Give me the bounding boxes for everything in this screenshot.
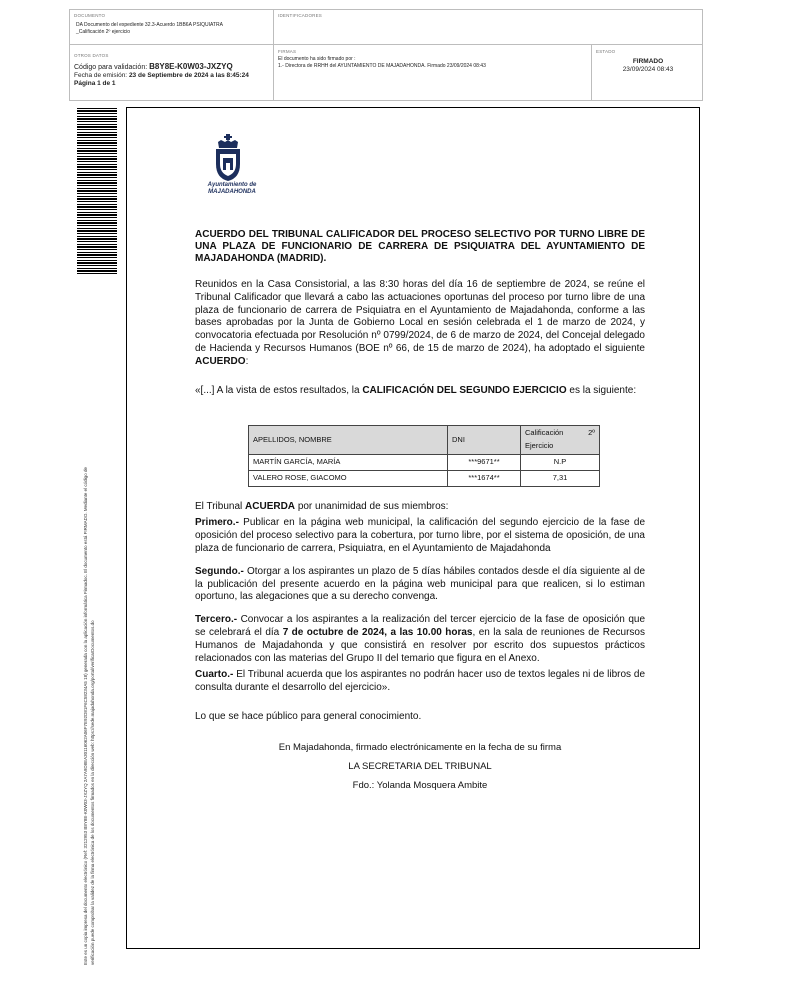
segundo-paragraph	[195, 566, 645, 604]
doc-text-1: DA Documento del expediente 32.3-Acuerdo 1BB6A PSIQUIATRA	[76, 22, 223, 28]
acuerda-bold: ACUERDA	[245, 500, 296, 512]
cell-name: VALERO ROSE, GIACOMO	[249, 470, 448, 486]
estado-value: FIRMADO	[632, 58, 664, 65]
pagina: Página 1 de 1	[74, 80, 116, 87]
tercero-post: , en la sala de reuniones de Recursos Humanos de Majadahonda y que consistirá en resolver por escrito dos supuestos prácticos relacionados con las materias del Grupo II del temario que figura en el Anexo.	[195, 626, 645, 664]
document-page	[126, 107, 700, 949]
codigo-prefix: Código para validación:	[74, 64, 148, 71]
cuarto-paragraph	[195, 669, 645, 695]
firmas-label: FIRMAS	[278, 49, 297, 54]
acuerda-paragraph	[195, 501, 645, 514]
doc-text-2: _Calificación 2º ejercicio	[76, 29, 131, 35]
table-row	[249, 454, 600, 470]
sign-line-2: LA SECRETARIA DEL TRIBUNAL	[348, 760, 492, 772]
fecha-value: 23 de Septiembre de 2024 a las 8:45:24	[128, 72, 249, 79]
firmas-text-1: El documento ha sido firmado por :	[278, 56, 356, 62]
logo-line-2: MAJADAHONDA	[208, 189, 256, 195]
barcode	[77, 108, 117, 276]
acuerda-post: por unanimidad de sus miembros:	[297, 500, 449, 512]
quote-bold: CALIFICACIÓN DEL SEGUNDO EJERCICIO	[362, 384, 567, 396]
cell-dni: ***9671**	[448, 454, 521, 470]
document-title: ACUERDO DEL TRIBUNAL CALIFICADOR DEL PROCESO SELECTIVO POR TURNO LIBRE DE UNA PLAZA DE FUNCIONARIO DE CARRERA DE PSIQUIATRA DEL AYUNTAMIENTO DE MAJADAHONDA (MADRID).	[195, 229, 645, 264]
quote-paragraph	[195, 385, 645, 398]
codigo-line	[74, 62, 233, 72]
intro-bold: ACUERDO	[195, 355, 246, 367]
col-header-name: APELLIDOS, NOMBRE	[249, 426, 448, 455]
side-text-2: verificación puede comprobar la validez de la firma electrónica de los documentos firmados en la dirección web: https://sede.majadahonda.org/portal/verificarDocumentos.do	[90, 620, 95, 965]
col-header-dni: DNI	[448, 426, 521, 455]
tercero-paragraph	[195, 614, 645, 665]
otros-label: OTROS DATOS	[74, 53, 109, 58]
segundo-label: Segundo.-	[195, 565, 244, 577]
header-firmas-box	[273, 44, 592, 101]
cell-score: N.P	[521, 454, 600, 470]
col-header-score: Calificación 2º Ejercicio	[521, 426, 600, 455]
closing-paragraph: Lo que se hace público para general conocimiento.	[195, 710, 422, 722]
header-ident-box	[273, 9, 703, 45]
tercero-bold: 7 de octubre de 2024, a las 10.00 horas	[282, 626, 473, 638]
segundo-text: Otorgar a los aspirantes un plazo de 5 días hábiles contados desde el día siguiente al de la publicación del presente acuerdo en la página web municipal para que realicen, si lo estiman oportuno, las alegaciones que a su derecho convenga.	[195, 565, 646, 603]
tercero-pre: Convocar a los aspirantes a la realización del tercer ejercicio de la fase de oposición que se celebrará el día	[195, 614, 646, 638]
quote-pre: «[...] A la vista de estos resultados, la	[195, 384, 360, 396]
results-table	[248, 425, 600, 486]
estado-label: ESTADO	[596, 49, 616, 54]
primero-text: Publicar en la página web municipal, la calificación del segundo ejercicio de la fase de oposición del proceso selectivo para la cobertura, por turno libre, por el sistema de oposición, de una plaza de funcionario de carrera, Psiquiatra, en el Ayuntamiento de Majadahonda	[195, 517, 646, 554]
intro-end: :	[245, 355, 249, 367]
codigo-value: B8Y8E-K0W03-JXZYQ	[149, 62, 233, 71]
cell-name: MARTÍN GARCÍA, MARÍA	[249, 454, 448, 470]
header-estado-box	[591, 44, 703, 101]
cell-score: 7,31	[521, 470, 600, 486]
primero-paragraph	[195, 517, 645, 555]
signature-block	[195, 738, 645, 795]
cuarto-text: El Tribunal acuerda que los aspirantes no podrán hacer uso de textos legales ni de libros de consulta durante el desarrollo del ejercicio».	[195, 669, 646, 694]
tercero-label: Tercero.-	[195, 614, 238, 626]
acuerda-pre: El Tribunal	[195, 500, 243, 512]
sign-line-1: En Majadahonda, firmado electrónicamente en la fecha de su firma	[278, 741, 562, 753]
estado-fecha: 23/09/2024 08:43	[622, 66, 674, 73]
intro-text: Reunidos en la Casa Consistorial, a las 8:30 horas del día 16 de septiembre de 2024, se reúne el Tribunal Calificador que llevará a cabo las actuaciones oportunas del proceso por turno libre de una plaza de funcionario de carrera de Psiquiatra en el Ayuntamiento de Majadahonda, conforme a las bases aprobadas por la Junta de Gobierno Local en sesión celebrada el 1 de marzo de 2024, y convocatoria efectuada por Resolución nº 0799/2024, de 6 de marzo de 2024, del Concejal delegado de Hacienda y Recursos Humanos (BOE nº 66, de 15 de marzo de 2024), ha adoptado el siguiente	[195, 279, 645, 354]
doc-label: DOCUMENTO	[74, 13, 106, 18]
header-document-box	[69, 9, 274, 45]
sign-line-3: Fdo.: Yolanda Mosquera Ambite	[352, 779, 488, 791]
intro-paragraph	[195, 279, 645, 369]
table-row	[249, 470, 600, 486]
ident-label: IDENTIFICADORES	[278, 13, 323, 18]
firmas-text-2: 1.- Directora de RRHH del AYUNTAMIENTO DE MAJADAHONDA. Firmado 23/09/2024 08:43	[278, 63, 486, 69]
header-otros-box	[69, 44, 274, 101]
ayuntamiento-logo	[197, 134, 261, 196]
primero-label: Primero.-	[195, 517, 239, 529]
cell-dni: ***1674**	[448, 470, 521, 486]
quote-post: es la siguiente:	[569, 384, 637, 396]
logo-line-1: Ayuntamiento de	[207, 182, 257, 188]
fecha-prefix: Fecha de emisión:	[74, 72, 128, 79]
cuarto-label: Cuarto.-	[195, 669, 234, 681]
document-body	[195, 229, 645, 795]
side-text-1: Este es un copia impresa del documento electrónico (Ref: 3212953 B8Y8E-K0W03-JXZYQ 2A7A9D8EA30116062A06F7E92D81F6C58234A5 18) generada con la aplicación informática Firmadoc. El documento está FIRMADO. Mediante el código de	[83, 467, 88, 965]
fecha-line	[74, 72, 249, 79]
crest-icon	[213, 134, 243, 182]
